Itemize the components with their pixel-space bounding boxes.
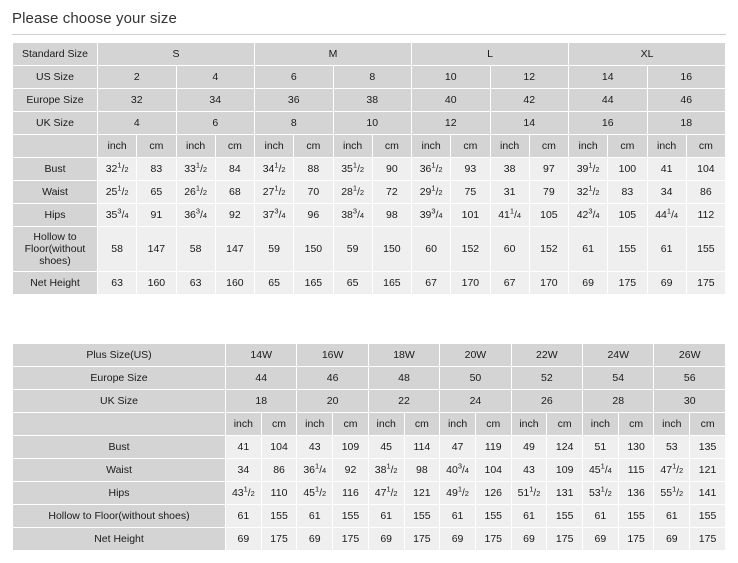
table-cell: 114 [404,436,440,459]
table-cell: 41 [647,158,686,181]
table-cell: 61 [647,227,686,272]
table-cell: 52 [511,367,582,390]
row-label [13,413,226,436]
table-cell: 44 [569,89,648,112]
row-label: Hips [13,204,98,227]
unit-cell: inch [255,135,294,158]
table-cell: 49 [511,436,547,459]
size-group-m: M [255,43,412,66]
table-cell: $43^1/2$ [226,482,262,505]
table-cell: 8 [255,112,334,135]
table-cell: 92 [215,204,254,227]
table-cell: 175 [261,528,297,551]
table-cell: $44^1/4$ [647,204,686,227]
table-cell: 121 [690,459,726,482]
table-cell: 170 [529,272,568,295]
table-cell: 175 [608,272,647,295]
table-cell: 155 [608,227,647,272]
table-row [13,66,726,89]
unit-cell: cm [690,413,726,436]
unit-cell: inch [226,413,262,436]
table-row [13,390,726,413]
table-row [13,413,726,436]
row-label: US Size [13,66,98,89]
table-cell: 150 [294,227,333,272]
table-cell: $28^1/2$ [333,181,372,204]
unit-cell: inch [297,413,333,436]
table-cell: 110 [261,482,297,505]
table-cell: 44 [226,367,297,390]
unit-cell: cm [261,413,297,436]
table-row [13,227,726,272]
size-group-l: L [412,43,569,66]
table-cell: 43 [511,459,547,482]
row-label: Bust [13,436,226,459]
size-group-s: S [98,43,255,66]
table-cell: 175 [404,528,440,551]
table-cell: $36^3/4$ [176,204,215,227]
plus-size-22w: 22W [511,344,582,367]
unit-cell: inch [440,413,476,436]
plus-size-table-body [13,344,726,551]
row-label: Net Height [13,528,226,551]
standard-size-header: Standard Size [13,43,98,66]
table-cell: $36^1/2$ [412,158,451,181]
row-label: UK Size [13,390,226,413]
table-cell: 12 [490,66,569,89]
table-cell: 30 [654,390,726,413]
table-cell: 130 [618,436,654,459]
unit-cell: inch [98,135,137,158]
table-cell: 61 [511,505,547,528]
table-cell: 47 [440,436,476,459]
table-cell: 59 [255,227,294,272]
unit-cell: cm [294,135,333,158]
table-cell: 116 [333,482,369,505]
table-cell: 91 [137,204,176,227]
unit-cell: inch [176,135,215,158]
table-cell: 61 [569,227,608,272]
table-cell: 112 [686,204,725,227]
table-cell: 56 [654,367,726,390]
table-cell: 63 [98,272,137,295]
unit-cell: cm [686,135,725,158]
table-row [13,204,726,227]
table-cell: 12 [412,112,491,135]
table-cell: $34^1/2$ [255,158,294,181]
table-cell: 104 [475,459,511,482]
table-cell: 147 [215,227,254,272]
table-cell: 165 [294,272,333,295]
table-row [13,158,726,181]
unit-cell: cm [215,135,254,158]
table-row [13,367,726,390]
table-cell: 41 [226,436,262,459]
row-label: Hollow to Floor(without shoes) [13,505,226,528]
size-group-xl: XL [569,43,726,66]
table-cell: 16 [647,66,726,89]
table-cell: 34 [226,459,262,482]
table-row [13,528,726,551]
table-cell: $55^1/2$ [654,482,690,505]
table-cell: 38 [333,89,412,112]
plus-size-14w: 14W [226,344,297,367]
table-cell: 69 [511,528,547,551]
table-cell: 10 [333,112,412,135]
table-cell: 155 [547,505,583,528]
table-cell: 83 [608,181,647,204]
table-row [13,89,726,112]
plus-size-18w: 18W [368,344,439,367]
table-cell: 46 [647,89,726,112]
table-cell: 40 [412,89,491,112]
unit-cell: cm [547,413,583,436]
row-label: Hips [13,482,226,505]
table-cell: 109 [333,436,369,459]
unit-cell: cm [451,135,490,158]
table-cell: 105 [608,204,647,227]
table-cell: 36 [255,89,334,112]
table-cell: 59 [333,227,372,272]
table-cell: 28 [583,390,654,413]
table-row [13,135,726,158]
table-cell: $32^1/2$ [98,158,137,181]
table-cell: 65 [255,272,294,295]
row-label: Waist [13,459,226,482]
table-row [13,272,726,295]
table-cell: 160 [137,272,176,295]
row-label: Net Height [13,272,98,295]
unit-cell: cm [372,135,411,158]
table-cell: 50 [440,367,511,390]
table-cell: 69 [654,528,690,551]
table-cell: 124 [547,436,583,459]
unit-cell: cm [137,135,176,158]
table-cell: 86 [261,459,297,482]
table-cell: 152 [529,227,568,272]
table-cell: 32 [98,89,177,112]
table-cell: $37^3/4$ [255,204,294,227]
plus-size-24w: 24W [583,344,654,367]
table-cell: 155 [404,505,440,528]
table-cell: 69 [297,528,333,551]
table-cell: 97 [529,158,568,181]
table-row [13,344,726,367]
unit-cell: inch [583,413,619,436]
table-cell: 170 [451,272,490,295]
table-cell: 121 [404,482,440,505]
table-cell: 61 [226,505,262,528]
table-cell: 126 [475,482,511,505]
table-cell: 61 [440,505,476,528]
table-cell: 54 [583,367,654,390]
table-cell: $35^3/4$ [98,204,137,227]
table-cell: $49^1/2$ [440,482,476,505]
table-cell: 69 [368,528,404,551]
unit-cell: cm [333,413,369,436]
table-cell: 61 [297,505,333,528]
table-cell: 2 [98,66,177,89]
unit-cell: cm [608,135,647,158]
table-cell: $39^3/4$ [412,204,451,227]
table-cell: 105 [529,204,568,227]
table-cell: 46 [297,367,368,390]
table-cell: 18 [647,112,726,135]
table-row [13,459,726,482]
table-row [13,181,726,204]
table-cell: 175 [547,528,583,551]
title-divider [12,34,726,35]
table-cell: 119 [475,436,511,459]
unit-cell: inch [511,413,547,436]
table-cell: 135 [690,436,726,459]
table-cell: 69 [569,272,608,295]
table-cell: $29^1/2$ [412,181,451,204]
table-cell: 100 [608,158,647,181]
table-cell: 96 [294,204,333,227]
table-cell: 69 [647,272,686,295]
table-cell: 63 [176,272,215,295]
table-cell: 6 [255,66,334,89]
unit-cell: inch [654,413,690,436]
table-cell: 61 [654,505,690,528]
table-cell: 34 [176,89,255,112]
table-cell: 53 [654,436,690,459]
table-cell: 79 [529,181,568,204]
table-cell: 10 [412,66,491,89]
table-cell: 31 [490,181,529,204]
table-cell: 34 [647,181,686,204]
unit-cell: cm [529,135,568,158]
plus-size-20w: 20W [440,344,511,367]
plus-size-26w: 26W [654,344,726,367]
unit-cell: inch [333,135,372,158]
table-cell: 131 [547,482,583,505]
table-cell: $27^1/2$ [255,181,294,204]
table-cell: 26 [511,390,582,413]
row-label: Bust [13,158,98,181]
table-cell: 69 [583,528,619,551]
table-cell: 175 [690,528,726,551]
table-cell: 175 [333,528,369,551]
table-cell: 67 [490,272,529,295]
table-cell: $38^3/4$ [333,204,372,227]
plus-size-16w: 16W [297,344,368,367]
table-cell: 86 [686,181,725,204]
table-cell: 14 [569,66,648,89]
table-cell: 109 [547,459,583,482]
table-cell: $26^1/2$ [176,181,215,204]
table-cell: 61 [583,505,619,528]
unit-cell: inch [368,413,404,436]
table-cell: 155 [261,505,297,528]
table-cell: 98 [372,204,411,227]
table-cell: 84 [215,158,254,181]
table-row [13,43,726,66]
table-cell: 98 [404,459,440,482]
table-cell: 150 [372,227,411,272]
table-cell: 69 [440,528,476,551]
table-cell: 16 [569,112,648,135]
table-cell: 60 [490,227,529,272]
unit-cell: inch [490,135,529,158]
table-cell: 92 [333,459,369,482]
table-cell: 67 [412,272,451,295]
table-cell: 4 [176,66,255,89]
plus-size-table [12,343,726,551]
row-label: Waist [13,181,98,204]
table-cell: $45^1/4$ [583,459,619,482]
table-cell: 24 [440,390,511,413]
table-cell: 14 [490,112,569,135]
table-cell: $35^1/2$ [333,158,372,181]
table-cell: $47^1/2$ [368,482,404,505]
table-cell: 136 [618,482,654,505]
unit-cell: cm [475,413,511,436]
table-cell: 90 [372,158,411,181]
table-cell: 48 [368,367,439,390]
row-label: Europe Size [13,367,226,390]
table-cell: $39^1/2$ [569,158,608,181]
table-cell: 8 [333,66,412,89]
table-cell: 45 [368,436,404,459]
table-cell: 165 [372,272,411,295]
table-cell: 83 [137,158,176,181]
table-cell: 69 [226,528,262,551]
table-cell: 104 [686,158,725,181]
table-cell: 175 [475,528,511,551]
table-cell: 88 [294,158,333,181]
table-cell: 70 [294,181,333,204]
table-cell: 58 [176,227,215,272]
table-cell: 155 [690,505,726,528]
standard-size-table-body [13,43,726,295]
table-cell: 155 [686,227,725,272]
table-cell: 42 [490,89,569,112]
table-cell: $36^1/4$ [297,459,333,482]
row-label: UK Size [13,112,98,135]
standard-size-table [12,42,726,295]
table-cell: 75 [451,181,490,204]
table-cell: 6 [176,112,255,135]
row-label [13,135,98,158]
table-cell: $40^3/4$ [440,459,476,482]
table-cell: 155 [475,505,511,528]
table-row [13,436,726,459]
table-cell: 160 [215,272,254,295]
unit-cell: cm [618,413,654,436]
table-cell: 115 [618,459,654,482]
page-title: Please choose your size [12,10,177,27]
table-cell: $45^1/2$ [297,482,333,505]
table-cell: $42^3/4$ [569,204,608,227]
unit-cell: inch [569,135,608,158]
table-cell: 22 [368,390,439,413]
table-row [13,112,726,135]
table-cell: 104 [261,436,297,459]
table-cell: $33^1/2$ [176,158,215,181]
table-cell: 4 [98,112,177,135]
table-cell: 155 [333,505,369,528]
table-cell: $41^1/4$ [490,204,529,227]
table-cell: 147 [137,227,176,272]
table-cell: $32^1/2$ [569,181,608,204]
table-cell: $25^1/2$ [98,181,137,204]
table-cell: 101 [451,204,490,227]
table-row [13,505,726,528]
unit-cell: cm [404,413,440,436]
row-label: Hollow to Floor(without shoes) [13,227,98,272]
table-cell: 43 [297,436,333,459]
table-cell: 65 [137,181,176,204]
table-cell: 51 [583,436,619,459]
table-cell: 175 [618,528,654,551]
unit-cell: inch [412,135,451,158]
table-cell: 65 [333,272,372,295]
table-cell: $53^1/2$ [583,482,619,505]
plus-size-header: Plus Size(US) [13,344,226,367]
table-cell: 93 [451,158,490,181]
table-cell: 152 [451,227,490,272]
table-cell: 38 [490,158,529,181]
unit-cell: inch [647,135,686,158]
table-cell: 58 [98,227,137,272]
table-cell: 20 [297,390,368,413]
table-cell: 155 [618,505,654,528]
table-cell: $51^1/2$ [511,482,547,505]
table-cell: 72 [372,181,411,204]
table-cell: 68 [215,181,254,204]
table-cell: 18 [226,390,297,413]
table-row [13,482,726,505]
table-cell: 60 [412,227,451,272]
table-cell: $47^1/2$ [654,459,690,482]
table-cell: 61 [368,505,404,528]
row-label: Europe Size [13,89,98,112]
table-cell: 141 [690,482,726,505]
table-cell: $38^1/2$ [368,459,404,482]
table-cell: 175 [686,272,725,295]
